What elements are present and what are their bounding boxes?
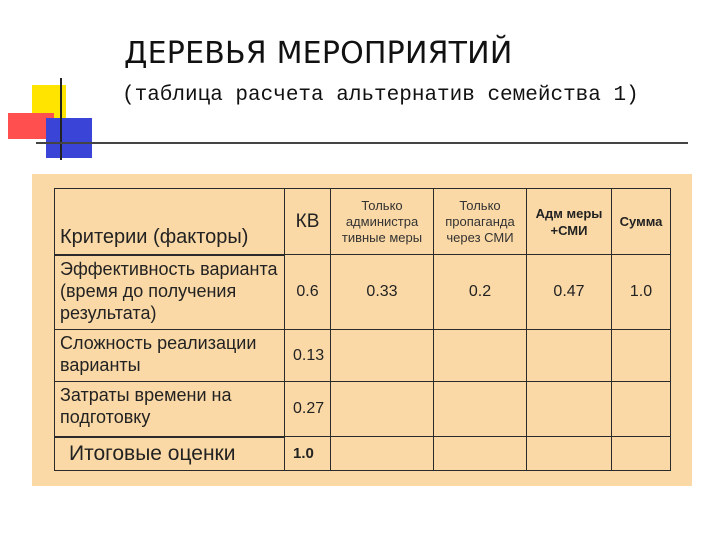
- sum-cell: [612, 330, 671, 382]
- kv-cell: 0.27: [285, 382, 331, 437]
- header-alt-media: Только пропаганда через СМИ: [434, 189, 527, 255]
- alt-media-cell: 0.2: [434, 255, 527, 330]
- total-empty-cell: [612, 437, 671, 471]
- sum-cell: 1.0: [612, 255, 671, 330]
- header-criteria: Критерии (факторы): [55, 189, 285, 255]
- total-label: Итоговые оценки: [55, 437, 285, 471]
- slide-subtitle: (таблица расчета альтернатив семейства 1): [122, 84, 639, 107]
- slide-title: ДЕРЕВЬЯ МЕРОПРИЯТИЙ: [124, 36, 513, 71]
- header-kv: КВ: [285, 189, 331, 255]
- table-row: [55, 330, 671, 382]
- alternatives-table: [54, 188, 671, 471]
- total-empty-cell: [434, 437, 527, 471]
- header-alt-combined: Адм меры +СМИ: [527, 189, 612, 255]
- total-kv: 1.0: [285, 437, 331, 471]
- criterion-cell: Эффективность варианта (время до получения результата): [55, 255, 285, 330]
- decor-vertical-line: [60, 78, 62, 160]
- alt-admin-cell: [331, 382, 434, 437]
- header-sum: Сумма: [612, 189, 671, 255]
- alt-combined-cell: [527, 382, 612, 437]
- criterion-cell: Затраты времени на подготовку: [55, 382, 285, 437]
- sum-cell: [612, 382, 671, 437]
- table-row: [55, 382, 671, 437]
- total-row: [55, 437, 671, 471]
- criterion-cell: Сложность реализации варианты: [55, 330, 285, 382]
- alt-admin-cell: [331, 330, 434, 382]
- total-empty-cell: [527, 437, 612, 471]
- alt-combined-cell: [527, 330, 612, 382]
- alt-media-cell: [434, 330, 527, 382]
- total-empty-cell: [331, 437, 434, 471]
- alt-admin-cell: 0.33: [331, 255, 434, 330]
- table-header-row: [55, 189, 671, 255]
- alt-media-cell: [434, 382, 527, 437]
- alt-combined-cell: 0.47: [527, 255, 612, 330]
- table-row: [55, 255, 671, 330]
- header-alt-admin: Только администра тивные меры: [331, 189, 434, 255]
- decor-horizontal-line: [36, 142, 688, 144]
- kv-cell: 0.6: [285, 255, 331, 330]
- decor-blue-square: [46, 118, 92, 158]
- kv-cell: 0.13: [285, 330, 331, 382]
